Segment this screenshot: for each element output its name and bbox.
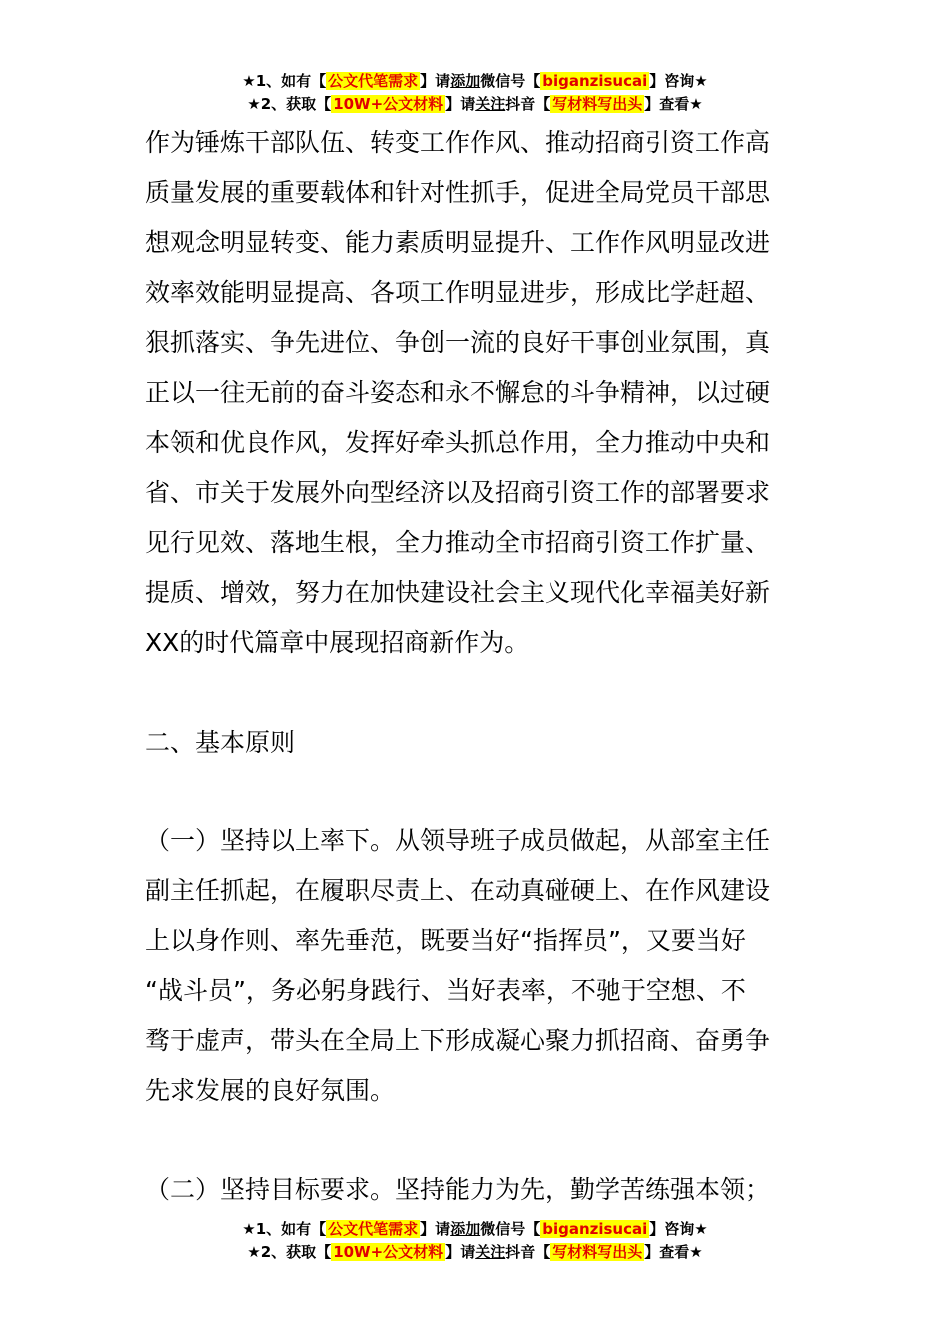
banner-highlight: biganzisucai	[542, 72, 648, 90]
banner-highlight: 公文代笔需求	[328, 1220, 419, 1238]
text-line: 本领和优良作风，发挥好牵头抓总作用，全力推动中央和	[145, 428, 771, 457]
text-line: （二）坚持目标要求。坚持能力为先，勤学苦练强本领；	[145, 1175, 771, 1204]
banner-line-2	[0, 1241, 950, 1264]
banner-text: 微信号【	[480, 72, 541, 90]
banner-text: 微信号【	[480, 1220, 541, 1238]
banner-text: 】咨询★	[649, 72, 708, 90]
text-line: 副主任抓起，在履职尽责上、在动真碰硬上、在作风建设	[145, 876, 771, 905]
banner-highlight: biganzisucai	[542, 1220, 648, 1238]
banner-text: 】请	[445, 1243, 476, 1261]
text-line: 正以一往无前的奋斗姿态和永不懈怠的斗争精神，以过硬	[145, 378, 771, 407]
banner-highlight: 10W+公文材料	[333, 95, 444, 113]
banner-highlight: 10W+公文材料	[333, 1243, 444, 1261]
text-line: 先求发展的良好氛围。	[145, 1076, 396, 1105]
text-line: 省、市关于发展外向型经济以及招商引资工作的部署要求	[145, 478, 771, 507]
banner-text: 】查看★	[644, 1243, 703, 1261]
text-line: 狠抓落实、争先进位、争创一流的良好干事创业氛围，真	[145, 328, 771, 357]
text-line: 骛于虚声，带头在全局上下形成凝心聚力抓招商、奋勇争	[145, 1026, 771, 1055]
banner-underline: 关注	[475, 95, 506, 113]
text-line: 质量发展的重要载体和针对性抓手，促进全局党员干部思	[145, 178, 771, 207]
banner-text: ★2、获取【	[247, 1243, 332, 1261]
banner-text: 】请	[445, 95, 476, 113]
section-heading: 二、基本原则	[145, 728, 296, 757]
banner-highlight: 公文代笔需求	[328, 72, 419, 90]
banner-text: 】查看★	[644, 95, 703, 113]
banner-text: 抖音【	[505, 1243, 551, 1261]
banner-underline: 添加	[450, 1220, 481, 1238]
banner-text: ★1、如有【	[242, 72, 327, 90]
banner-underline: 关注	[475, 1243, 506, 1261]
banner-underline: 添加	[450, 72, 481, 90]
banner-line-2	[0, 93, 950, 116]
banner-text: 抖音【	[505, 95, 551, 113]
banner-highlight: 写材料写出头	[552, 1243, 643, 1261]
banner-line-1	[0, 1218, 950, 1241]
text-line: 效率效能明显提高、各项工作明显进步，形成比学赶超、	[145, 278, 771, 307]
text-line: 见行见效、落地生根，全力推动全市招商引资工作扩量、	[145, 528, 771, 557]
banner-line-1	[0, 70, 950, 93]
banner-highlight: 写材料写出头	[552, 95, 643, 113]
text-line: XX的时代篇章中展现招商新作为。	[145, 628, 530, 657]
text-line: “战斗员”，务必躬身践行、当好表率，不驰于空想、不	[145, 976, 746, 1005]
top-banner	[0, 70, 950, 116]
banner-text: ★2、获取【	[247, 95, 332, 113]
text-line: 作为锤炼干部队伍、转变工作作风、推动招商引资工作高	[145, 128, 771, 157]
text-line: 上以身作则、率先垂范，既要当好“指挥员”，又要当好	[145, 926, 746, 955]
text-line: 提质、增效，努力在加快建设社会主义现代化幸福美好新	[145, 578, 771, 607]
banner-text: 】咨询★	[649, 1220, 708, 1238]
banner-text: ★1、如有【	[242, 1220, 327, 1238]
text-line: （一）坚持以上率下。从领导班子成员做起，从部室主任	[145, 826, 771, 855]
banner-text: 】请	[420, 1220, 451, 1238]
text-line: 想观念明显转变、能力素质明显提升、工作作风明显改进	[145, 228, 771, 257]
bottom-banner	[0, 1218, 950, 1264]
banner-text: 】请	[420, 72, 451, 90]
